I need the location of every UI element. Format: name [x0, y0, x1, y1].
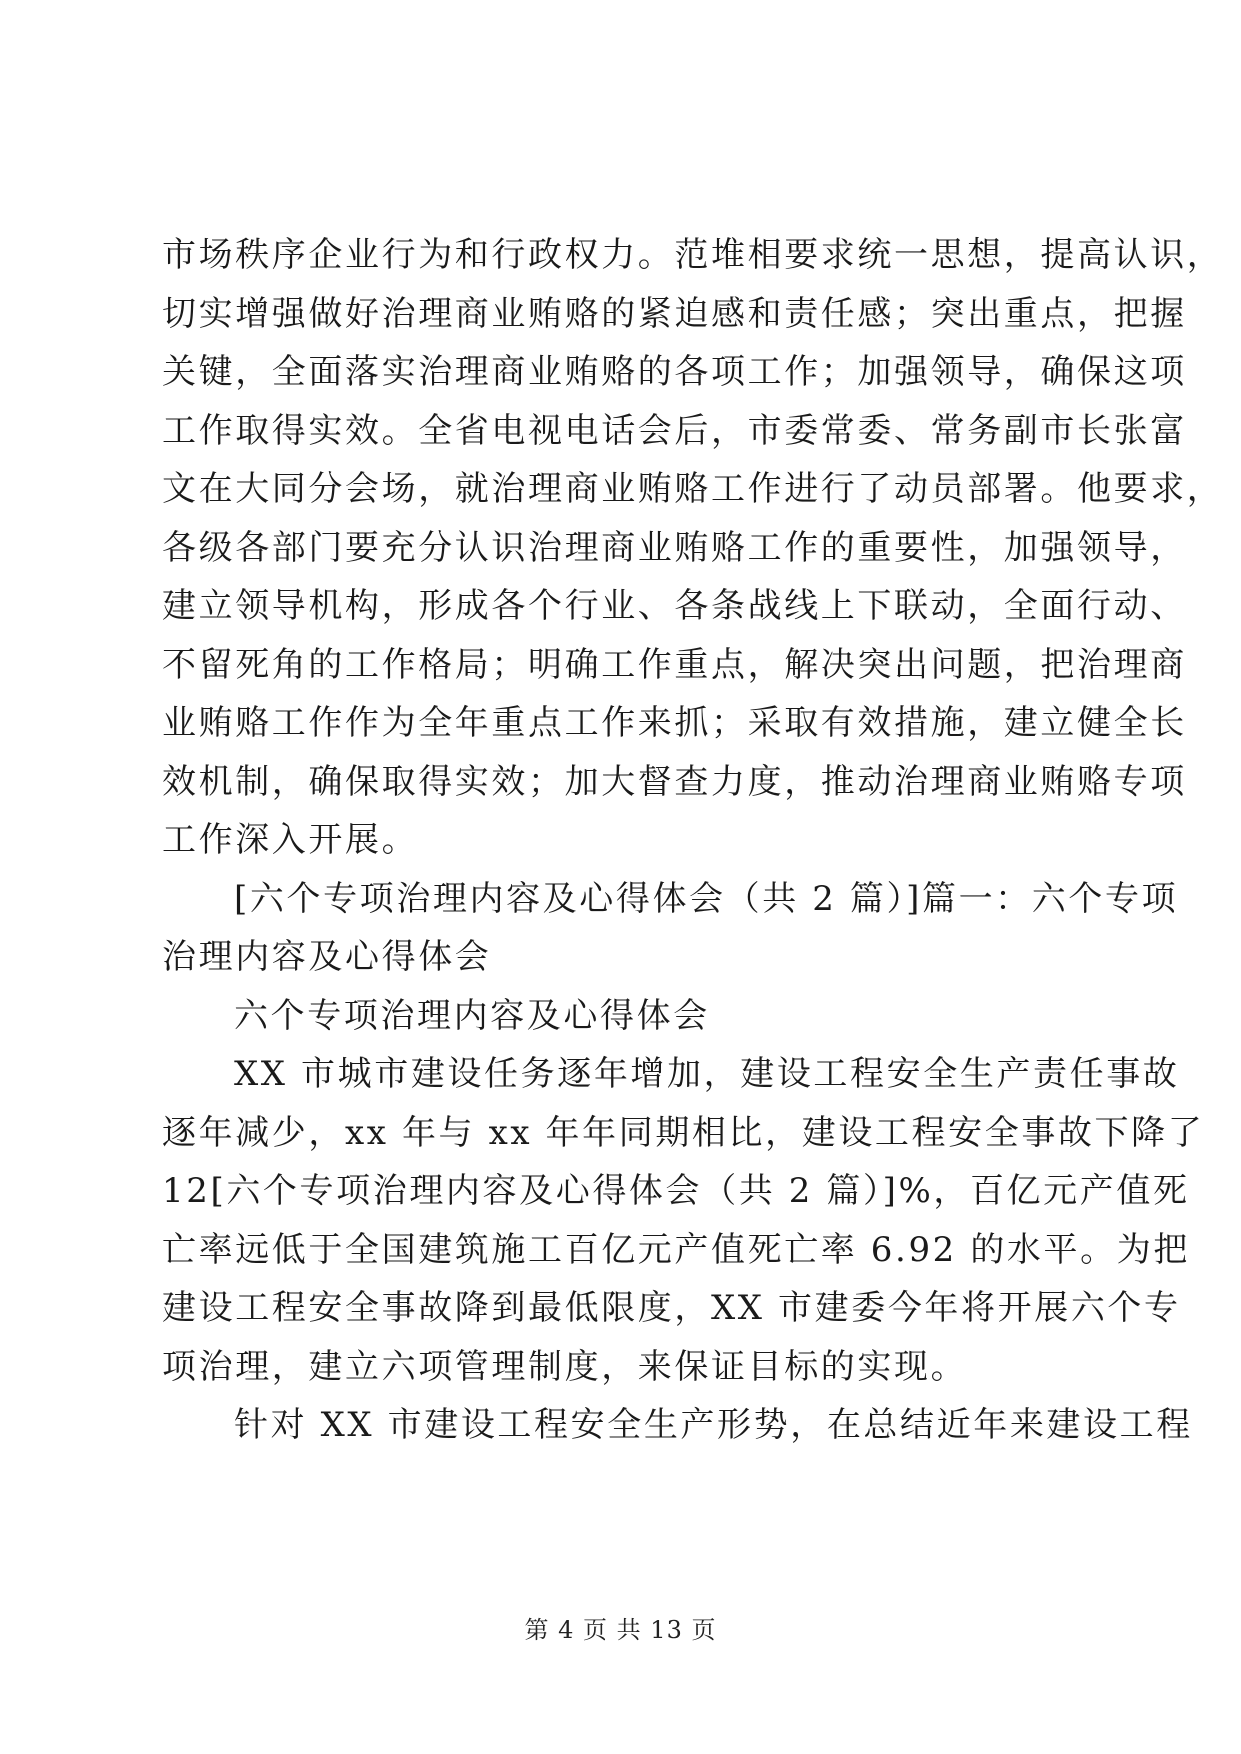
text-line: 各级各部门要充分认识治理商业贿赂工作的重要性，加强领导，: [162, 527, 1187, 568]
text-line: [六个专项治理内容及心得体会（共 2 篇）]篇一：六个专项: [234, 878, 1179, 919]
text-line: 不留死角的工作格局；明确工作重点，解决突出问题，把治理商: [162, 644, 1187, 685]
paragraph-5: [162, 1396, 1193, 1455]
paragraph-4: [162, 1045, 1205, 1396]
text-line: 建设工程安全事故降到最低限度，XX 市建委今年将开展六个专: [162, 1288, 1181, 1328]
text-line: 建立领导机构，形成各个行业、各条战线上下联动，全面行动、: [162, 586, 1187, 626]
text-line: 关键，全面落实治理商业贿赂的各项工作；加强领导，确保这项: [162, 352, 1187, 392]
document-body: [162, 226, 1224, 1455]
paragraph-3: [162, 987, 1082, 1046]
text-line: 效机制，确保取得实效；加大督查力度，推动治理商业贿赂专项: [162, 761, 1187, 802]
text-line: 逐年减少，xx 年与 xx 年年同期相比，建设工程安全事故下降了: [162, 1112, 1205, 1153]
text-line: 针对 XX 市建设工程安全生产形势，在总结近年来建设工程: [234, 1405, 1193, 1445]
text-line: 工作深入开展。: [162, 820, 419, 860]
text-line: 项治理，建立六项管理制度，来保证目标的实现。: [162, 1346, 968, 1387]
paragraph-1: [162, 226, 1224, 870]
text-line: 文在大同分会场，就治理商业贿赂工作进行了动员部署。他要求，: [162, 469, 1224, 509]
text-line: 12[六个专项治理内容及心得体会（共 2 篇）]%，百亿元产值死: [162, 1171, 1190, 1211]
paragraph-2: [162, 870, 1179, 987]
text-line: 切实增强做好治理商业贿赂的紧迫感和责任感；突出重点，把握: [162, 293, 1187, 334]
text-line: 工作取得实效。全省电视电话会后，市委常委、常务副市长张富: [162, 410, 1187, 451]
text-line: 治理内容及心得体会: [162, 937, 492, 977]
text-line: 亡率远低于全国建筑施工百亿元产值死亡率 6.92 的水平。为把: [162, 1229, 1190, 1270]
section-heading: 六个专项治理内容及心得体会: [234, 995, 710, 1036]
text-line: 业贿赂工作作为全年重点工作来抓；采取有效措施，建立健全长: [162, 703, 1187, 743]
text-line: XX 市城市建设任务逐年增加，建设工程安全生产责任事故: [234, 1054, 1180, 1094]
text-line: 市场秩序企业行为和行政权力。范堆相要求统一思想，提高认识，: [162, 235, 1224, 275]
page-footer: 第 4 页 共 13 页: [524, 1616, 717, 1644]
